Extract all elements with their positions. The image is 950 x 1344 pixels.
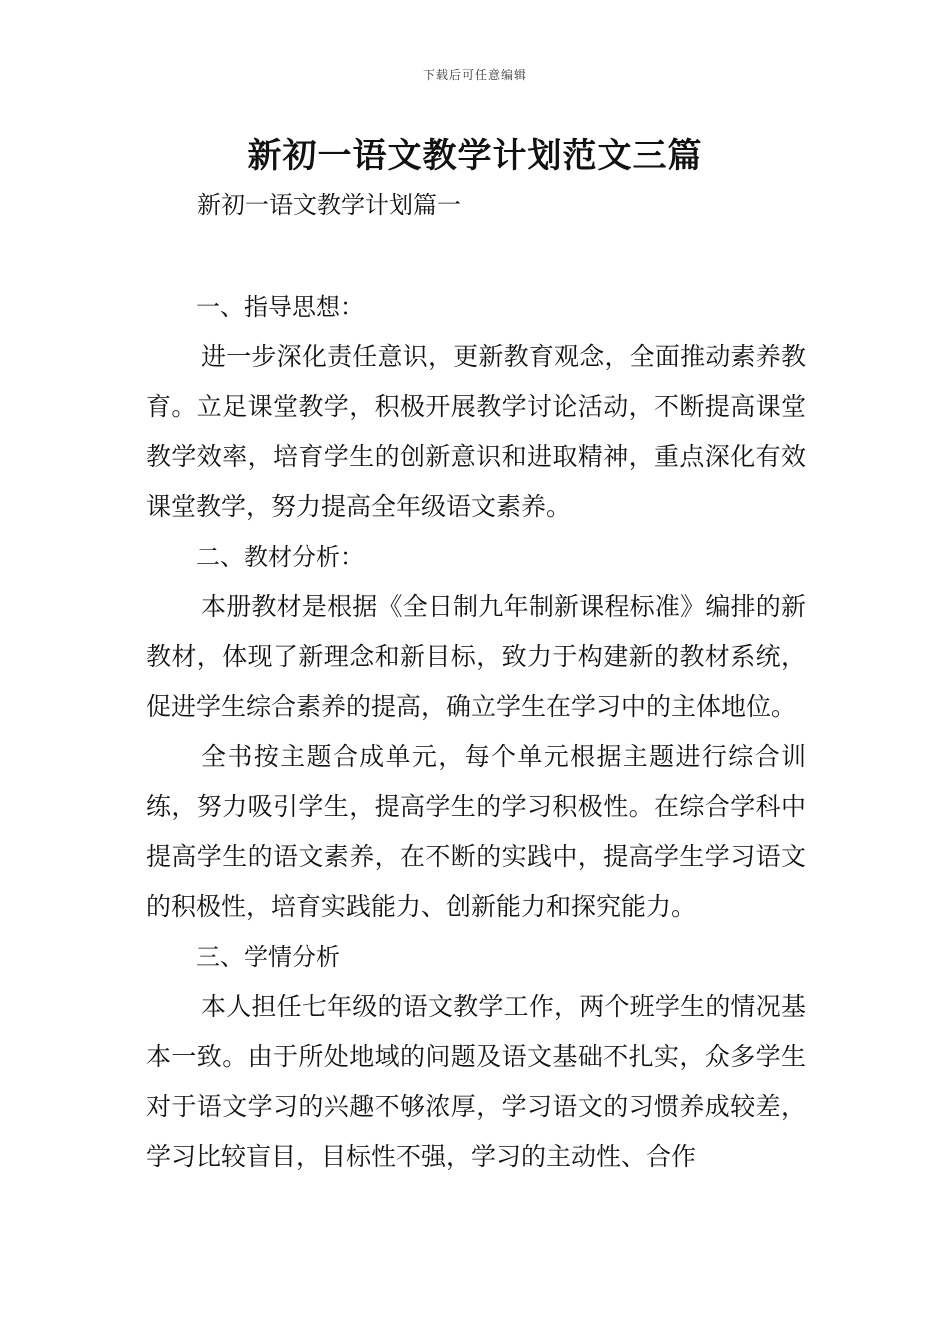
section-heading-textbook-analysis: 二、教材分析： bbox=[196, 543, 364, 571]
paragraph-textbook-analysis-2: 全书按主题合成单元，每个单元根据主题进行综合训练，努力吸引学生，提高学生的学习积极性。在综合学科中提高学生的语文素养，在不断的实践中，提高学生学习语文的积极性，培育实践能力、创新能力和探究能力。 bbox=[146, 742, 806, 921]
section-heading-guiding-ideology: 一、指导思想： bbox=[196, 293, 364, 321]
paragraph-textbook-analysis-1: 本册教材是根据《全日制九年制新课程标准》编排的新教材，体现了新理念和新目标，致力于构建新的教材系统，促进学生综合素养的提高，确立学生在学习中的主体地位。 bbox=[146, 592, 806, 721]
document-title: 新初一语文教学计划范文三篇 bbox=[247, 136, 703, 176]
paragraph-student-analysis: 本人担任七年级的语文教学工作，两个班学生的情况基本一致。由于所处地域的问题及语文基础不扎实，众多学生对于语文学习的兴趣不够浓厚，学习语文的习惯养成较差，学习比较盲目，目标性不强，学习的主动性、合作 bbox=[146, 992, 806, 1171]
document-subtitle: 新初一语文教学计划篇一 bbox=[197, 191, 461, 219]
paragraph-guiding-ideology: 进一步深化责任意识，更新教育观念，全面推动素养教育。立足课堂教学，积极开展教学讨论活动，不断提高课堂教学效率，培育学生的创新意识和进取精神，重点深化有效课堂教学，努力提高全年级语文素养。 bbox=[146, 342, 806, 521]
section-heading-student-analysis: 三、学情分析 bbox=[196, 943, 340, 971]
document-body bbox=[146, 282, 806, 1182]
page-header-note: 下载后可任意编辑 bbox=[422, 68, 527, 82]
